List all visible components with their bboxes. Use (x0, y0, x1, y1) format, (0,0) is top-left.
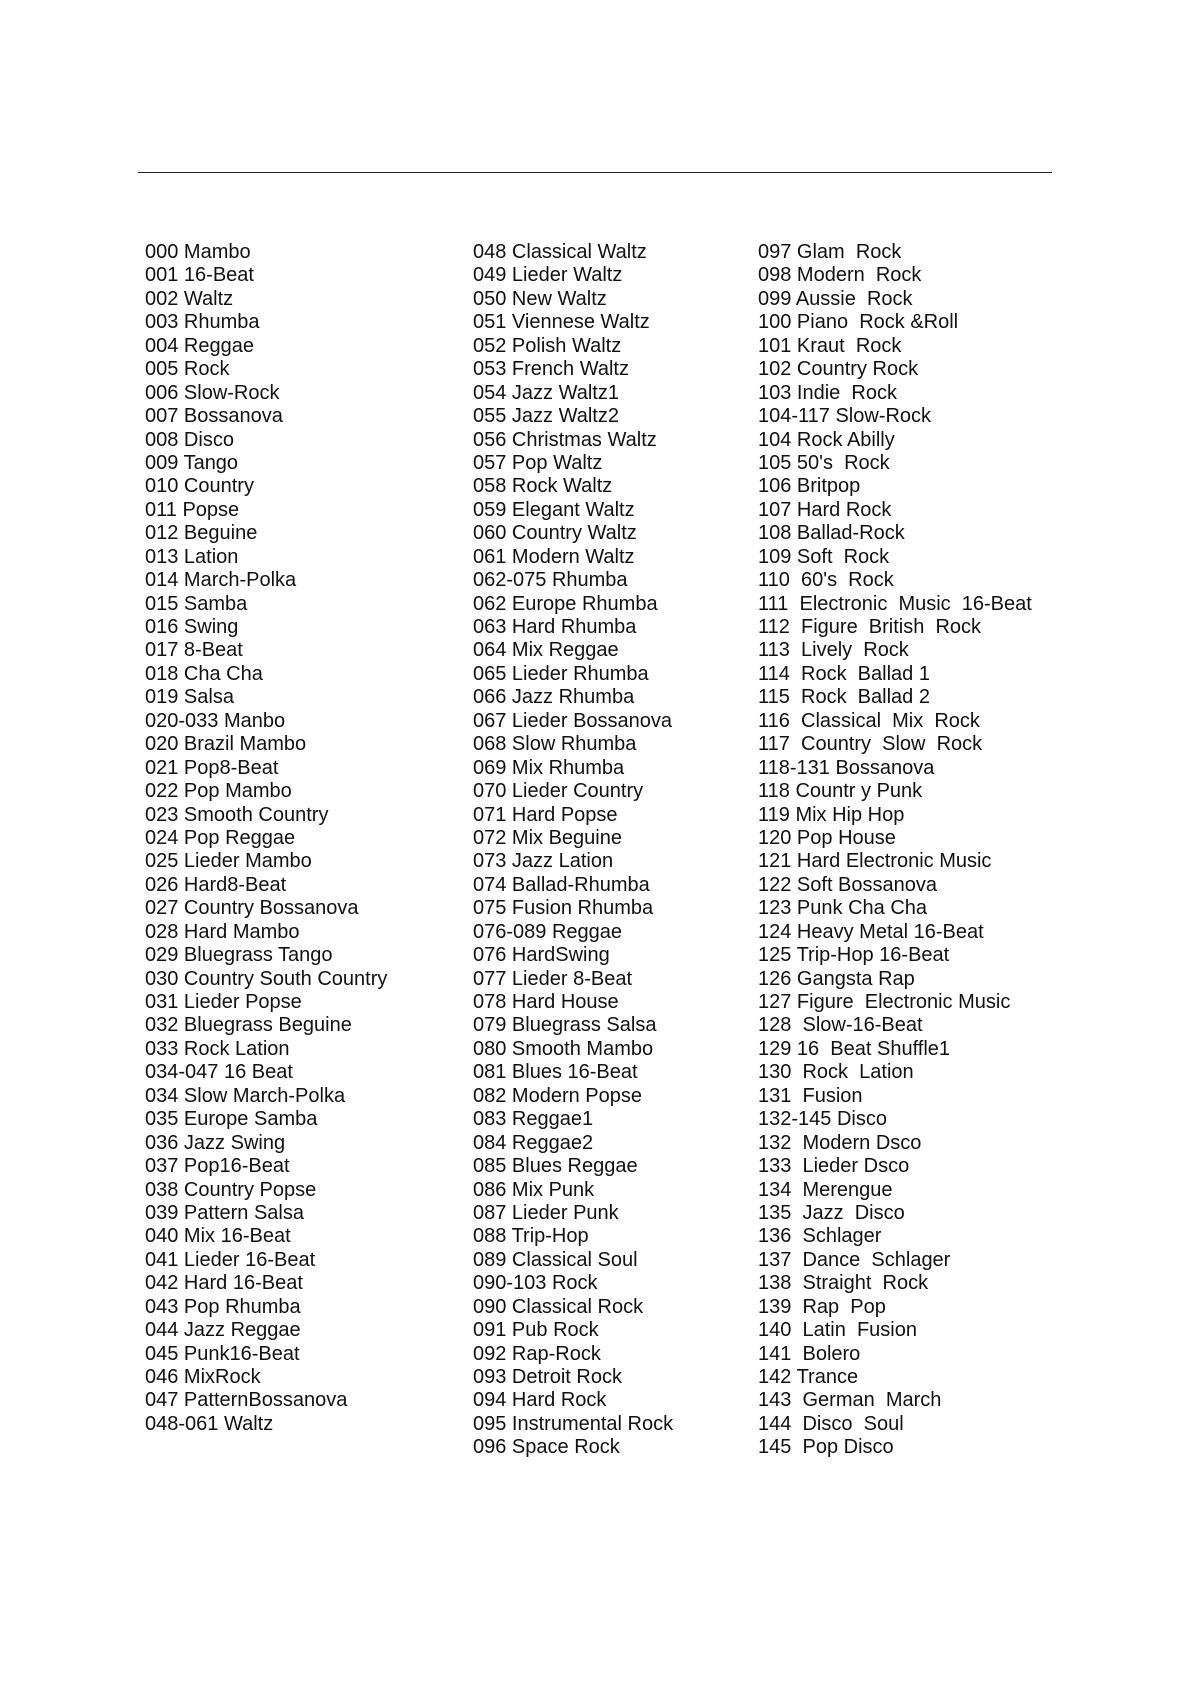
style-entry: 090-103 Rock (473, 1272, 598, 1295)
style-entry: 039 Pattern Salsa (145, 1201, 304, 1224)
style-entry: 050 New Waltz (473, 287, 607, 310)
style-entry: 112 Figure British Rock (758, 616, 982, 638)
style-entry: 018 Cha Cha (145, 662, 263, 685)
style-entry: 079 Bluegrass Salsa (473, 1014, 657, 1037)
style-entry: 096 Space Rock (473, 1436, 620, 1459)
style-entry: 005 Rock (145, 358, 230, 381)
style-entry: 100 Piano Rock &Roll (758, 311, 959, 334)
style-entry: 138 Straight Rock (758, 1272, 929, 1295)
style-entry: 071 Hard Popse (473, 803, 618, 826)
style-entry: 043 Pop Rhumba (145, 1295, 301, 1318)
style-entry: 126 Gangsta Rap (758, 967, 915, 990)
style-entry: 073 Jazz Lation (473, 850, 614, 873)
style-entry: 142 Trance (758, 1366, 859, 1388)
style-entry: 036 Jazz Swing (145, 1131, 286, 1154)
style-entry: 033 Rock Lation (145, 1037, 290, 1060)
style-entry: 019 Salsa (145, 686, 234, 709)
style-entry: 058 Rock Waltz (473, 475, 613, 498)
style-entry: 101 Kraut Rock (758, 334, 902, 357)
style-entry: 107 Hard Rock (758, 498, 892, 521)
style-entry: 143 German March (758, 1389, 942, 1412)
style-entry: 012 Beguine (145, 522, 258, 545)
style-entry: 025 Lieder Mambo (145, 850, 312, 873)
style-entry: 104 Rock Abilly (758, 428, 895, 451)
style-entry: 118 Countr y Punk (758, 780, 923, 803)
style-entry: 010 Country (145, 475, 254, 498)
style-entry: 075 Fusion Rhumba (473, 897, 654, 920)
style-entry: 020 Brazil Mambo (145, 733, 307, 756)
style-entry: 118-131 Bossanova (758, 756, 935, 779)
style-entry: 095 Instrumental Rock (473, 1412, 674, 1435)
style-entry: 076-089 Reggae (473, 920, 623, 943)
style-entry: 090 Classical Rock (473, 1295, 644, 1318)
style-entry: 070 Lieder Country (473, 780, 644, 803)
style-entry: 052 Polish Waltz (473, 334, 622, 357)
style-entry: 062 Europe Rhumba (473, 592, 658, 615)
style-entry: 077 Lieder 8-Beat (473, 967, 633, 990)
style-entry: 002 Waltz (145, 287, 234, 310)
style-entry: 086 Mix Punk (473, 1178, 595, 1201)
style-entry: 037 Pop16-Beat (145, 1155, 290, 1178)
style-entry: 057 Pop Waltz (473, 451, 603, 474)
style-entry: 132 Modern Dsco (758, 1131, 922, 1154)
style-entry: 092 Rap-Rock (473, 1342, 601, 1365)
style-entry: 016 Swing (145, 616, 239, 638)
style-entry: 136 Schlager (758, 1225, 882, 1248)
style-entry: 003 Rhumba (145, 311, 260, 334)
style-entry: 113 Lively Rock (758, 639, 909, 662)
style-entry: 027 Country Bossanova (145, 897, 359, 920)
style-entry: 067 Lieder Bossanova (473, 709, 673, 732)
style-entry: 032 Bluegrass Beguine (145, 1014, 352, 1037)
style-entry: 040 Mix 16-Beat (145, 1225, 291, 1248)
style-entry: 125 Trip-Hop 16-Beat (758, 944, 950, 967)
style-entry: 046 MixRock (145, 1366, 261, 1388)
style-entry: 041 Lieder 16-Beat (145, 1248, 316, 1271)
header-rule (138, 172, 1052, 173)
style-entry: 087 Lieder Punk (473, 1201, 619, 1224)
style-entry: 104-117 Slow-Rock (758, 405, 932, 428)
style-entry: 115 Rock Ballad 2 (758, 686, 930, 709)
style-entry: 056 Christmas Waltz (473, 428, 657, 451)
style-entry: 054 Jazz Waltz1 (473, 381, 619, 404)
style-entry: 111 Electronic Music 16-Beat (758, 592, 1032, 615)
style-entry: 120 Pop House (758, 826, 896, 849)
style-entry: 047 PatternBossanova (145, 1389, 348, 1412)
style-entry: 029 Bluegrass Tango (145, 944, 333, 967)
style-entry: 123 Punk Cha Cha (758, 897, 928, 920)
style-entry: 122 Soft Bossanova (758, 873, 938, 896)
style-entry: 065 Lieder Rhumba (473, 662, 649, 685)
style-entry: 144 Disco Soul (758, 1412, 904, 1435)
style-entry: 000 Mambo (145, 241, 251, 263)
style-entry: 001 16-Beat (145, 264, 254, 287)
style-entry: 130 Rock Lation (758, 1061, 914, 1084)
style-entry: 121 Hard Electronic Music (758, 850, 992, 873)
style-entry: 044 Jazz Reggae (145, 1319, 301, 1342)
style-entry: 081 Blues 16-Beat (473, 1061, 638, 1084)
style-entry: 049 Lieder Waltz (473, 264, 623, 287)
style-entry: 038 Country Popse (145, 1178, 317, 1201)
style-entry: 034-047 16 Beat (145, 1061, 293, 1084)
style-list-column-1 (145, 241, 387, 1436)
style-entry: 091 Pub Rock (473, 1319, 599, 1342)
style-entry: 134 Merengue (758, 1178, 893, 1201)
style-entry: 099 Aussie Rock (758, 287, 913, 310)
style-entry: 135 Jazz Disco (758, 1201, 905, 1224)
style-entry: 022 Pop Mambo (145, 780, 292, 803)
style-entry: 035 Europe Samba (145, 1108, 318, 1131)
style-entry: 006 Slow-Rock (145, 381, 280, 404)
style-entry: 009 Tango (145, 451, 239, 474)
style-entry: 141 Bolero (758, 1342, 861, 1365)
style-entry: 137 Dance Schlager (758, 1248, 951, 1271)
style-entry: 080 Smooth Mambo (473, 1037, 654, 1060)
style-entry: 062-075 Rhumba (473, 569, 628, 592)
style-entry: 133 Lieder Dsco (758, 1155, 910, 1178)
style-entry: 094 Hard Rock (473, 1389, 607, 1412)
style-entry: 045 Punk16-Beat (145, 1342, 300, 1365)
style-entry: 140 Latin Fusion (758, 1319, 917, 1342)
style-entry: 042 Hard 16-Beat (145, 1272, 303, 1295)
style-entry: 119 Mix Hip Hop (758, 803, 905, 826)
style-entry: 097 Glam Rock (758, 241, 902, 263)
style-entry: 098 Modern Rock (758, 264, 922, 287)
style-entry: 108 Ballad-Rock (758, 522, 905, 545)
style-entry: 102 Country Rock (758, 358, 919, 381)
style-entry: 053 French Waltz (473, 358, 629, 381)
style-entry: 014 March-Polka (145, 569, 297, 592)
style-entry: 114 Rock Ballad 1 (758, 662, 930, 685)
style-entry: 021 Pop8-Beat (145, 756, 279, 779)
style-entry: 026 Hard8-Beat (145, 873, 287, 896)
style-entry: 061 Modern Waltz (473, 545, 635, 568)
style-entry: 048 Classical Waltz (473, 241, 647, 263)
style-entry: 109 Soft Rock (758, 545, 890, 568)
style-entry: 083 Reggae1 (473, 1108, 594, 1131)
style-entry: 060 Country Waltz (473, 522, 637, 545)
style-entry: 103 Indie Rock (758, 381, 897, 404)
style-entry: 007 Bossanova (145, 405, 283, 428)
style-entry: 145 Pop Disco (758, 1436, 894, 1459)
style-entry: 013 Lation (145, 545, 239, 568)
style-entry: 116 Classical Mix Rock (758, 709, 980, 732)
style-entry: 127 Figure Electronic Music (758, 991, 1011, 1013)
style-list-column-3 (758, 241, 1032, 1460)
style-entry: 085 Blues Reggae (473, 1155, 638, 1178)
style-entry: 078 Hard House (473, 991, 619, 1013)
style-entry: 020-033 Manbo (145, 709, 286, 732)
style-entry: 011 Popse (145, 498, 240, 521)
style-entry: 072 Mix Beguine (473, 826, 622, 849)
style-entry: 131 Fusion (758, 1084, 863, 1107)
style-entry: 034 Slow March-Polka (145, 1084, 346, 1107)
style-entry: 051 Viennese Waltz (473, 311, 650, 334)
style-entry: 066 Jazz Rhumba (473, 686, 635, 709)
style-entry: 082 Modern Popse (473, 1084, 643, 1107)
style-entry: 069 Mix Rhumba (473, 756, 625, 779)
style-entry: 076 HardSwing (473, 944, 610, 967)
style-entry: 004 Reggae (145, 334, 254, 357)
style-entry: 017 8-Beat (145, 639, 243, 662)
style-entry: 139 Rap Pop (758, 1295, 886, 1318)
style-entry: 132-145 Disco (758, 1108, 887, 1131)
style-entry: 110 60's Rock (758, 569, 894, 592)
style-entry: 015 Samba (145, 592, 248, 615)
style-entry: 088 Trip-Hop (473, 1225, 589, 1248)
style-entry: 074 Ballad-Rhumba (473, 873, 650, 896)
style-entry: 129 16 Beat Shuffle1 (758, 1037, 951, 1060)
style-entry: 106 Britpop (758, 475, 861, 498)
style-entry: 048-061 Waltz (145, 1412, 274, 1435)
style-entry: 008 Disco (145, 428, 234, 451)
style-entry: 068 Slow Rhumba (473, 733, 637, 756)
style-entry: 117 Country Slow Rock (758, 733, 983, 756)
style-entry: 028 Hard Mambo (145, 920, 300, 943)
style-entry: 059 Elegant Waltz (473, 498, 635, 521)
style-entry: 055 Jazz Waltz2 (473, 405, 619, 428)
style-entry: 084 Reggae2 (473, 1131, 594, 1154)
style-entry: 124 Heavy Metal 16-Beat (758, 920, 984, 943)
style-entry: 105 50's Rock (758, 451, 890, 474)
style-list-column-2 (473, 241, 673, 1460)
style-entry: 024 Pop Reggae (145, 826, 296, 849)
style-entry: 128 Slow-16-Beat (758, 1014, 923, 1037)
style-entry: 030 Country South Country (145, 967, 388, 990)
style-entry: 064 Mix Reggae (473, 639, 619, 662)
style-entry: 063 Hard Rhumba (473, 616, 637, 638)
style-entry: 089 Classical Soul (473, 1248, 638, 1271)
style-entry: 031 Lieder Popse (145, 991, 302, 1013)
style-entry: 023 Smooth Country (145, 803, 329, 826)
style-entry: 093 Detroit Rock (473, 1366, 622, 1388)
